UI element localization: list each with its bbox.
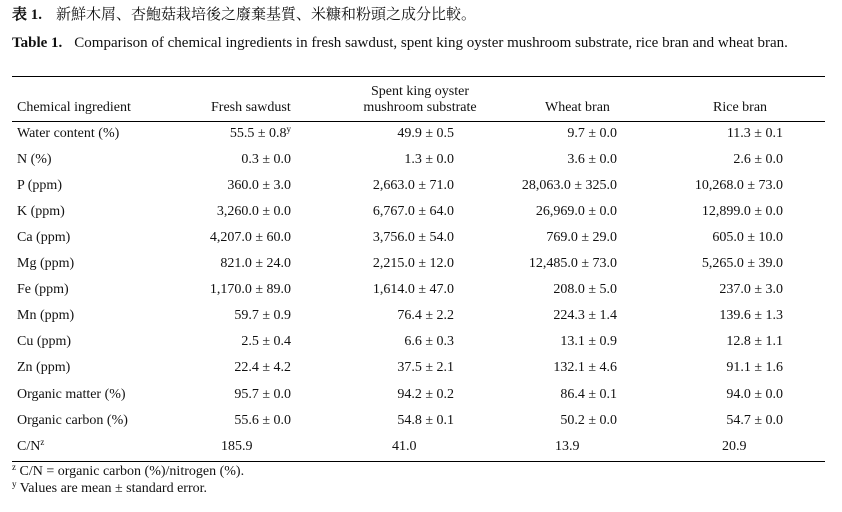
header-chemical-ingredient: Chemical ingredient: [17, 100, 131, 115]
cell-rice-bran-value: 94.0 ± 0.0: [726, 386, 783, 402]
cell-wheat-bran: [510, 204, 617, 220]
cell-ingredient-value: Organic matter (%): [17, 386, 126, 402]
table-row: [0, 435, 842, 461]
footnote-z-text: C/N = organic carbon (%)/nitrogen (%).: [19, 464, 245, 479]
cell-ingredient: [17, 413, 128, 429]
caption-text-zh: 新鮮木屑、杏鮑菇栽培後之廢棄基質、米糠和粉頭之成分比較。: [56, 7, 477, 23]
cell-wheat-bran: [510, 387, 617, 403]
cell-spent-substrate-value: 6,767.0 ± 64.0: [372, 204, 454, 220]
cell-wheat-bran-value: 224.3 ± 1.4: [553, 308, 617, 324]
cell-rice-bran-value: 12.8 ± 1.1: [726, 334, 783, 350]
footnote-y-text: Values are mean ± standard error.: [19, 481, 208, 496]
cell-fresh-sawdust: [205, 334, 291, 350]
table-row: [0, 304, 842, 330]
cell-spent-substrate: [365, 334, 454, 350]
cell-rice-bran-value: 11.3 ± 0.1: [726, 126, 783, 141]
cell-spent-substrate: [365, 256, 454, 272]
header-spent-substrate-line1: Spent king oyster: [371, 84, 469, 99]
cell-rice-bran: [722, 439, 747, 455]
table-row: [0, 148, 842, 174]
cell-rice-bran: [690, 230, 783, 246]
cell-ingredient-value: C/N: [17, 438, 41, 454]
cell-fresh-sawdust-value: 360.0 ± 3.0: [227, 178, 291, 194]
cell-rice-bran: [690, 204, 783, 220]
cell-ingredient-value: Organic carbon (%): [17, 412, 128, 428]
cell-spent-substrate-value: 49.9 ± 0.5: [397, 126, 454, 141]
cell-wheat-bran: [555, 439, 580, 455]
footnote-y-mark: y: [12, 479, 17, 489]
table-row: [0, 252, 842, 278]
header-spent-substrate-line2: mushroom substrate: [363, 100, 477, 115]
cell-fresh-sawdust: [205, 152, 291, 168]
cell-fresh-sawdust: [205, 282, 291, 298]
cell-spent-substrate: [365, 360, 454, 376]
cell-wheat-bran: [510, 126, 617, 142]
cell-rice-bran: [690, 282, 783, 298]
cell-fresh-sawdust-value: 1,170.0 ± 89.0: [209, 282, 291, 298]
cell-spent-substrate-value: 76.4 ± 2.2: [397, 308, 454, 324]
cell-fresh-sawdust-value: 4,207.0 ± 60.0: [209, 230, 291, 246]
cell-spent-substrate-value: 94.2 ± 0.2: [397, 386, 454, 402]
cell-rice-bran: [690, 152, 783, 168]
table-row: [0, 383, 842, 409]
cell-ingredient: [17, 256, 74, 272]
cell-spent-substrate-value: 6.6 ± 0.3: [404, 334, 454, 350]
header-rice-bran: Rice bran: [713, 100, 768, 115]
cell-ingredient-value: Water content (%): [17, 126, 120, 141]
table-row: [0, 409, 842, 435]
cell-ingredient: [17, 204, 65, 220]
cell-rice-bran-value: 54.7 ± 0.0: [726, 412, 783, 428]
cell-wheat-bran-value: 86.4 ± 0.1: [560, 386, 617, 402]
table-caption-chinese: [12, 5, 476, 25]
footnote-marker: y: [286, 124, 291, 134]
cell-wheat-bran-value: 9.7 ± 0.0: [567, 126, 617, 141]
cell-fresh-sawdust-value: 185.9: [221, 438, 253, 454]
table-top-rule: [12, 76, 825, 77]
cell-fresh-sawdust: [205, 230, 291, 246]
cell-spent-substrate-value: 37.5 ± 2.1: [397, 360, 454, 376]
cell-fresh-sawdust-value: 55.6 ± 0.0: [234, 412, 291, 428]
cell-fresh-sawdust-value: 22.4 ± 4.2: [234, 360, 291, 376]
cell-rice-bran-value: 12,899.0 ± 0.0: [701, 204, 783, 220]
cell-fresh-sawdust: [205, 178, 291, 194]
cell-fresh-sawdust-value: 55.5 ± 0.8: [229, 126, 287, 141]
cell-ingredient-value: Zn (ppm): [17, 360, 71, 376]
cell-rice-bran: [690, 256, 783, 272]
cell-wheat-bran: [510, 360, 617, 376]
cell-fresh-sawdust-value: 59.7 ± 0.9: [234, 308, 291, 324]
cell-ingredient: [17, 308, 74, 324]
cell-spent-substrate: [392, 439, 417, 455]
cell-spent-substrate-value: 2,215.0 ± 12.0: [372, 256, 454, 272]
caption-label-zh: 表 1.: [12, 7, 43, 23]
cell-spent-substrate: [365, 152, 454, 168]
cell-fresh-sawdust: [205, 360, 291, 376]
cell-rice-bran: [690, 308, 783, 324]
cell-wheat-bran: [510, 178, 617, 194]
cell-fresh-sawdust: [205, 413, 291, 429]
cell-spent-substrate: [365, 230, 454, 246]
footnote-marker: z: [40, 436, 45, 447]
cell-rice-bran: [690, 178, 783, 194]
header-wheat-bran: Wheat bran: [545, 100, 610, 115]
cell-wheat-bran-value: 3.6 ± 0.0: [567, 152, 617, 168]
cell-wheat-bran-value: 26,969.0 ± 0.0: [535, 204, 617, 220]
cell-rice-bran-value: 91.1 ± 1.6: [726, 360, 783, 376]
cell-ingredient: [17, 387, 126, 403]
cell-rice-bran-value: 10,268.0 ± 73.0: [694, 178, 783, 194]
cell-ingredient: [17, 178, 62, 194]
cell-spent-substrate-value: 3,756.0 ± 54.0: [372, 230, 454, 246]
cell-wheat-bran-value: 769.0 ± 29.0: [546, 230, 617, 246]
table-row: [0, 278, 842, 304]
cell-fresh-sawdust: [205, 204, 291, 220]
caption-label-en: Table 1.: [12, 35, 63, 51]
cell-wheat-bran: [510, 230, 617, 246]
cell-spent-substrate: [365, 413, 454, 429]
cell-spent-substrate: [365, 126, 454, 142]
cell-rice-bran-value: 2.6 ± 0.0: [733, 152, 783, 168]
cell-wheat-bran: [510, 256, 617, 272]
cell-rice-bran: [690, 334, 783, 350]
cell-wheat-bran: [510, 334, 617, 350]
cell-wheat-bran: [510, 282, 617, 298]
cell-spent-substrate-value: 1.3 ± 0.0: [404, 152, 454, 168]
footnote-y: [12, 481, 207, 497]
cell-fresh-sawdust-value: 95.7 ± 0.0: [234, 386, 291, 402]
footnote-z: [12, 464, 244, 480]
cell-ingredient-value: Fe (ppm): [17, 282, 69, 298]
cell-fresh-sawdust: [221, 439, 253, 455]
cell-ingredient: [17, 334, 71, 350]
cell-fresh-sawdust: [205, 256, 291, 272]
cell-fresh-sawdust-value: 3,260.0 ± 0.0: [216, 204, 291, 220]
cell-fresh-sawdust: [205, 126, 291, 142]
cell-spent-substrate-value: 54.8 ± 0.1: [397, 412, 454, 428]
cell-spent-substrate: [365, 282, 454, 298]
cell-wheat-bran-value: 12,485.0 ± 73.0: [528, 256, 617, 272]
table-bottom-rule: [12, 461, 825, 462]
cell-ingredient: [17, 230, 70, 246]
cell-wheat-bran: [510, 308, 617, 324]
cell-ingredient: [17, 126, 119, 142]
cell-spent-substrate: [365, 308, 454, 324]
cell-ingredient-value: K (ppm): [17, 204, 65, 220]
cell-rice-bran: [690, 360, 783, 376]
table-row: [0, 200, 842, 226]
cell-ingredient-value: Ca (ppm): [17, 230, 71, 246]
table-caption-english: [12, 35, 834, 52]
table-row: [0, 330, 842, 356]
cell-wheat-bran-value: 28,063.0 ± 325.0: [521, 178, 617, 194]
table-row: [0, 226, 842, 252]
footnote-z-mark: z: [12, 462, 16, 472]
cell-rice-bran-value: 139.6 ± 1.3: [719, 308, 783, 324]
cell-ingredient: [17, 282, 69, 298]
cell-rice-bran-value: 605.0 ± 10.0: [712, 230, 783, 246]
cell-rice-bran: [690, 126, 783, 142]
cell-rice-bran-value: 20.9: [722, 438, 747, 454]
cell-fresh-sawdust: [205, 387, 291, 403]
cell-fresh-sawdust-value: 821.0 ± 24.0: [220, 256, 291, 272]
cell-wheat-bran: [510, 413, 617, 429]
cell-ingredient-value: Mn (ppm): [17, 308, 75, 324]
cell-spent-substrate-value: 2,663.0 ± 71.0: [372, 178, 454, 194]
header-fresh-sawdust: Fresh sawdust: [211, 100, 291, 115]
cell-fresh-sawdust-value: 0.3 ± 0.0: [241, 152, 291, 168]
cell-wheat-bran-value: 208.0 ± 5.0: [553, 282, 617, 298]
caption-text-en: Comparison of chemical ingredients in fresh sawdust, spent king oyster mushroom substrate, rice bran and wheat bran.: [74, 35, 788, 51]
cell-spent-substrate-value: 1,614.0 ± 47.0: [372, 282, 454, 298]
cell-wheat-bran: [510, 152, 617, 168]
cell-wheat-bran-value: 13.1 ± 0.9: [560, 334, 617, 350]
cell-spent-substrate: [365, 204, 454, 220]
cell-wheat-bran-value: 50.2 ± 0.0: [560, 412, 617, 428]
cell-ingredient-value: Cu (ppm): [17, 334, 72, 350]
cell-fresh-sawdust-value: 2.5 ± 0.4: [241, 334, 291, 350]
cell-fresh-sawdust: [205, 308, 291, 324]
cell-wheat-bran-value: 132.1 ± 4.6: [553, 360, 617, 376]
cell-wheat-bran-value: 13.9: [555, 438, 580, 454]
cell-spent-substrate: [365, 387, 454, 403]
table-row: [0, 356, 842, 382]
table-row: [0, 174, 842, 200]
cell-rice-bran: [690, 413, 783, 429]
cell-spent-substrate: [365, 178, 454, 194]
cell-rice-bran-value: 237.0 ± 3.0: [719, 282, 783, 298]
cell-rice-bran-value: 5,265.0 ± 39.0: [701, 256, 783, 272]
cell-spent-substrate-value: 41.0: [392, 438, 417, 454]
cell-ingredient: [17, 436, 45, 455]
cell-rice-bran: [690, 387, 783, 403]
table-row: [0, 122, 842, 148]
cell-ingredient: [17, 152, 52, 168]
cell-ingredient-value: Mg (ppm): [17, 256, 75, 272]
cell-ingredient-value: P (ppm): [17, 178, 62, 194]
cell-ingredient: [17, 360, 70, 376]
header-spent-substrate: [350, 84, 490, 116]
cell-ingredient-value: N (%): [17, 152, 52, 168]
